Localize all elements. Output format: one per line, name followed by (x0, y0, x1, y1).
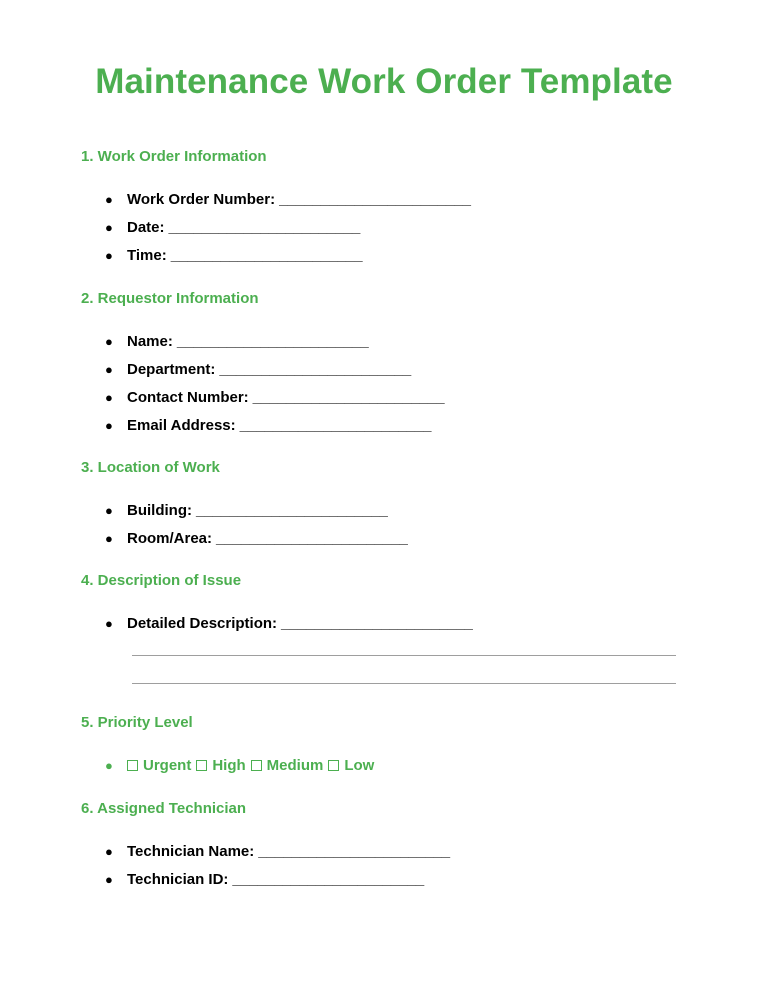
fill-in-blank[interactable]: _______________________ (168, 219, 361, 236)
bullet-icon: ● (105, 418, 113, 433)
fill-in-blank[interactable]: _______________________ (279, 191, 471, 208)
field-label: Department: (127, 361, 216, 378)
field-building[interactable] (105, 502, 408, 530)
bullet-icon: ● (105, 503, 113, 518)
section-heading-technician: 6. Assigned Technician (81, 800, 247, 817)
technician-field-list (105, 843, 450, 899)
field-room-area[interactable] (105, 530, 408, 558)
field-label: Time: (127, 247, 167, 264)
field-label: Room/Area: (127, 530, 213, 547)
field-label: Date: (127, 219, 165, 236)
bullet-icon: ● (105, 872, 113, 887)
priority-label: High (212, 757, 246, 774)
field-time[interactable] (105, 247, 471, 275)
field-department[interactable] (105, 361, 445, 389)
priority-label: Medium (266, 757, 324, 774)
checkbox-icon[interactable] (251, 760, 262, 771)
field-work-order-number[interactable] (105, 191, 471, 219)
description-field-list (105, 615, 473, 643)
section-heading-description: 4. Description of Issue (81, 572, 242, 589)
priority-option-urgent[interactable] (127, 757, 191, 774)
section-heading-requestor: 2. Requestor Information (81, 290, 259, 307)
bullet-icon: ● (105, 362, 113, 377)
bullet-icon: ● (105, 531, 113, 546)
field-label: Work Order Number: (127, 191, 276, 208)
priority-option-low[interactable] (328, 757, 374, 774)
field-label: Detailed Description: (127, 615, 278, 632)
fill-in-blank[interactable]: _______________________ (281, 615, 473, 632)
field-detailed-description[interactable] (105, 615, 473, 643)
section-heading-work-order: 1. Work Order Information (81, 148, 267, 165)
bullet-icon: ● (105, 616, 113, 631)
field-label: Technician ID: (127, 871, 229, 888)
field-email-address[interactable] (105, 417, 445, 445)
bullet-icon: ● (105, 390, 113, 405)
fill-in-blank[interactable]: _______________________ (258, 843, 451, 860)
fill-in-blank[interactable]: _______________________ (176, 333, 369, 350)
field-name[interactable] (105, 333, 445, 361)
checkbox-icon[interactable] (127, 760, 138, 771)
page-title: Maintenance Work Order Template (95, 62, 673, 101)
fill-in-blank[interactable]: _______________________ (239, 417, 432, 434)
section-heading-location: 3. Location of Work (81, 459, 220, 476)
work-order-field-list (105, 191, 471, 275)
section-heading-priority: 5. Priority Level (81, 714, 193, 731)
fill-in-blank[interactable]: _______________________ (219, 361, 412, 378)
bullet-icon: ● (105, 758, 113, 773)
field-label: Technician Name: (127, 843, 255, 860)
bullet-icon: ● (105, 220, 113, 235)
field-label: Building: (127, 502, 192, 519)
requestor-field-list (105, 333, 445, 445)
field-contact-number[interactable] (105, 389, 445, 417)
field-label: Name: (127, 333, 173, 350)
bullet-icon: ● (105, 334, 113, 349)
fill-in-blank[interactable]: _______________________ (252, 389, 445, 406)
description-line-2[interactable] (132, 683, 676, 684)
fill-in-blank[interactable]: _______________________ (232, 871, 425, 888)
fill-in-blank[interactable]: _______________________ (216, 530, 408, 547)
priority-options-row (105, 757, 379, 785)
priority-label: Low (344, 757, 375, 774)
checkbox-icon[interactable] (328, 760, 339, 771)
fill-in-blank[interactable]: _______________________ (195, 502, 388, 519)
field-label: Email Address: (127, 417, 236, 434)
field-technician-name[interactable] (105, 843, 450, 871)
checkbox-icon[interactable] (196, 760, 207, 771)
field-label: Contact Number: (127, 389, 249, 406)
priority-option-high[interactable] (196, 757, 245, 774)
bullet-icon: ● (105, 192, 113, 207)
field-date[interactable] (105, 219, 471, 247)
fill-in-blank[interactable]: _______________________ (170, 247, 363, 264)
bullet-icon: ● (105, 248, 113, 263)
priority-option-list (105, 757, 379, 785)
field-technician-id[interactable] (105, 871, 450, 899)
bullet-icon: ● (105, 844, 113, 859)
priority-option-medium[interactable] (251, 757, 324, 774)
location-field-list (105, 502, 408, 558)
description-line-1[interactable] (132, 655, 676, 656)
priority-label: Urgent (143, 757, 192, 774)
